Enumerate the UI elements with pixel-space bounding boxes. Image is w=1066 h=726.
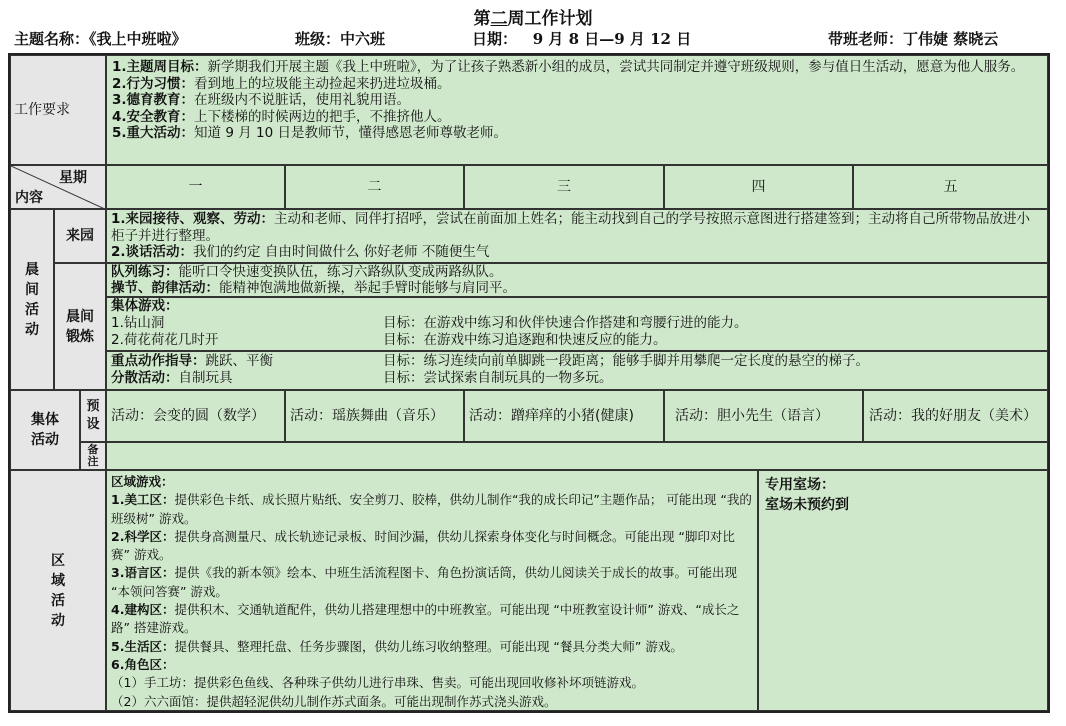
weekday-corner-top: 星期 [59, 170, 87, 186]
group-game-cell: 集体游戏： 1.钻山洞 目标：在游戏中练习和伙伴快速合作搭建和弯腰行进的能力。 2.荷花荷花几时开 目标：在游戏中练习追逐跑和快速反应的能力。 [106, 297, 1048, 351]
special-room-cell [758, 470, 1048, 711]
area-label: 区域活动 [10, 470, 106, 711]
requirement-item: 4.安全教育：上下楼梯的时候两边的把手，不推挤他人。 [112, 108, 451, 125]
teachers: 带班老师：丁伟婕 蔡晓云 [828, 30, 999, 48]
exercise-label: 晨间锻炼 [54, 263, 106, 390]
plan-table [8, 53, 1050, 713]
area-item: 3.语言区：提供《我的新本领》绘本、中班生活流程图卡、角色扮演话筒，供幼儿阅读关于成长的故事。可能出现 “本领问答赛” 游戏。 [111, 565, 737, 599]
theme-name: 主题名称：《我上中班啦》 [14, 30, 187, 48]
requirement-item: 1.主题周目标：新学期我们开展主题《我上中班啦》，为了让孩子熟悉新小组的成员，尝试共同制定并遵守班级规则，参与值日生活动，愿意为他人服务。 [112, 59, 1025, 75]
weekday-thu: 四 [664, 165, 853, 209]
room-label: 专用室场： [765, 477, 835, 493]
requirement-item: 5.重大活动：知道 9 月 10 日是教师节，懂得感恩老师尊敬老师。 [112, 125, 507, 142]
area-item: 4.建构区：提供积木、交通轨道配件，供幼儿搭建理想中的中班教室。可能出现 “中班教室设计师” 游戏、“成长之路” 搭建游戏。 [111, 602, 740, 636]
activity-wed: 活动：蹭痒痒的小猪(健康) [464, 390, 664, 442]
group-activity-label: 集体活动 [10, 390, 80, 470]
area-games-cell: 区域游戏： 1.美工区：提供彩色卡纸、成长照片贴纸、安全剪刀、胶棒，供幼儿制作“我的成长印记”主题作品； 可能出现 “我的班级树” 游戏。 2.科学区：提供身高测量尺、成长轨迹记录板、时间沙漏，供幼儿探索身体变化与时间概念。可能出现 “脚印对比赛” 游戏。 3.语言区：提供《我的新本领》绘本、中班生活流程图卡、角色扮演话筒，供幼儿阅读关于成长的故事。可能出现 “本领问答赛” 游戏。 4.建构区：提供积木、交通轨道配件，供幼儿搭建理想中的中班教室。可能出现 “中班教室设计师” 游戏、“成长之路” 搭建游戏。 5.生活区：提供餐具、整理托盘、任务步骤图，供幼儿练习收纳整理。可能出现 “餐具分类大师” 游戏。 6.角色区： （1）手工坊：提供彩色鱼线、各种珠子供幼儿进行串珠、售卖。可能出现回收修补坏项链游戏。 （2）六六面馆：提供超轻泥供幼儿制作苏式面条。可能出现制作苏式浇头游戏。 [106, 470, 758, 711]
activity-fri: 活动：我的好朋友（美术） [863, 390, 1048, 442]
weekday-tue: 二 [285, 165, 464, 209]
weekday-corner-bottom: 内容 [15, 190, 43, 206]
area-item: 1.美工区：提供彩色卡纸、成长照片贴纸、安全剪刀、胶棒，供幼儿制作“我的成长印记”主题作品； 可能出现 “我的班级树” 游戏。 [111, 492, 752, 526]
date-range: 日期： 9 月 8 日—9 月 12 日 [472, 30, 692, 48]
area-item: 6.角色区： [111, 656, 175, 672]
note-label: 备注 [80, 442, 106, 470]
weekday-mon: 一 [106, 165, 285, 209]
requirements-label: 工作要求 [10, 55, 106, 165]
requirement-item: 2.行为习惯：看到地上的垃圾能主动捡起来扔进垃圾桶。 [112, 75, 451, 92]
area-subitem: （2）六六面馆：提供超轻泥供幼儿制作苏式面条。可能出现制作苏式浇头游戏。 [111, 693, 557, 709]
key-movement-cell: 重点动作指导：跳跃、平衡 目标：练习连续向前单脚跳一段距离；能够手脚并用攀爬一定长度的悬空的梯子。 分散活动：自制玩具 目标：尝试探索自制玩具的一物多玩。 [106, 351, 1048, 390]
weekday-corner [10, 165, 106, 209]
area-item: 5.生活区：提供餐具、整理托盘、任务步骤图，供幼儿练习收纳整理。可能出现 “餐具分类大师” 游戏。 [111, 638, 683, 654]
weekday-wed: 三 [464, 165, 664, 209]
arrival-label: 来园 [54, 209, 106, 263]
drill-cell: 队列练习：能听口令快速变换队伍，练习六路纵队变成两路纵队。 操节、韵律活动：能精神饱满地做新操，举起手臂时能够与肩同平。 [106, 263, 1048, 297]
activity-tue: 活动：瑶族舞曲（音乐） [285, 390, 464, 442]
morning-label: 晨间活动 [10, 209, 54, 390]
weekday-fri: 五 [853, 165, 1048, 209]
area-subitem: （1）手工坊：提供彩色鱼线、各种珠子供幼儿进行串珠、售卖。可能出现回收修补坏项链游戏。 [111, 675, 644, 691]
room-value: 室场未预约到 [765, 497, 849, 513]
activity-thu: 活动：胆小先生（语言） [664, 390, 863, 442]
requirements-cell [106, 55, 1048, 165]
activity-mon: 活动：会变的圆（数学） [106, 390, 285, 442]
page-title: 第二周工作计划 [473, 9, 593, 29]
arrival-cell: 1.来园接待、观察、劳动：主动和老师、同伴打招呼，尝试在前面加上姓名；能主动找到自己的学号按照示意图进行搭建签到；主动将自己所带物品放进小柜子并进行整理。 2.谈话活动：我们的约定 自由时间做什么 你好老师 不随便生气 [106, 209, 1048, 263]
requirement-item: 3.德育教育：在班级内不说脏话，使用礼貌用语。 [112, 92, 411, 109]
area-item: 2.科学区：提供身高测量尺、成长轨迹记录板、时间沙漏，供幼儿探索身体变化与时间概念。可能出现 “脚印对比赛” 游戏。 [111, 528, 735, 563]
plan-label: 预设 [80, 390, 106, 442]
note-cell [106, 442, 1048, 470]
class-name: 班级：中六班 [295, 30, 386, 48]
